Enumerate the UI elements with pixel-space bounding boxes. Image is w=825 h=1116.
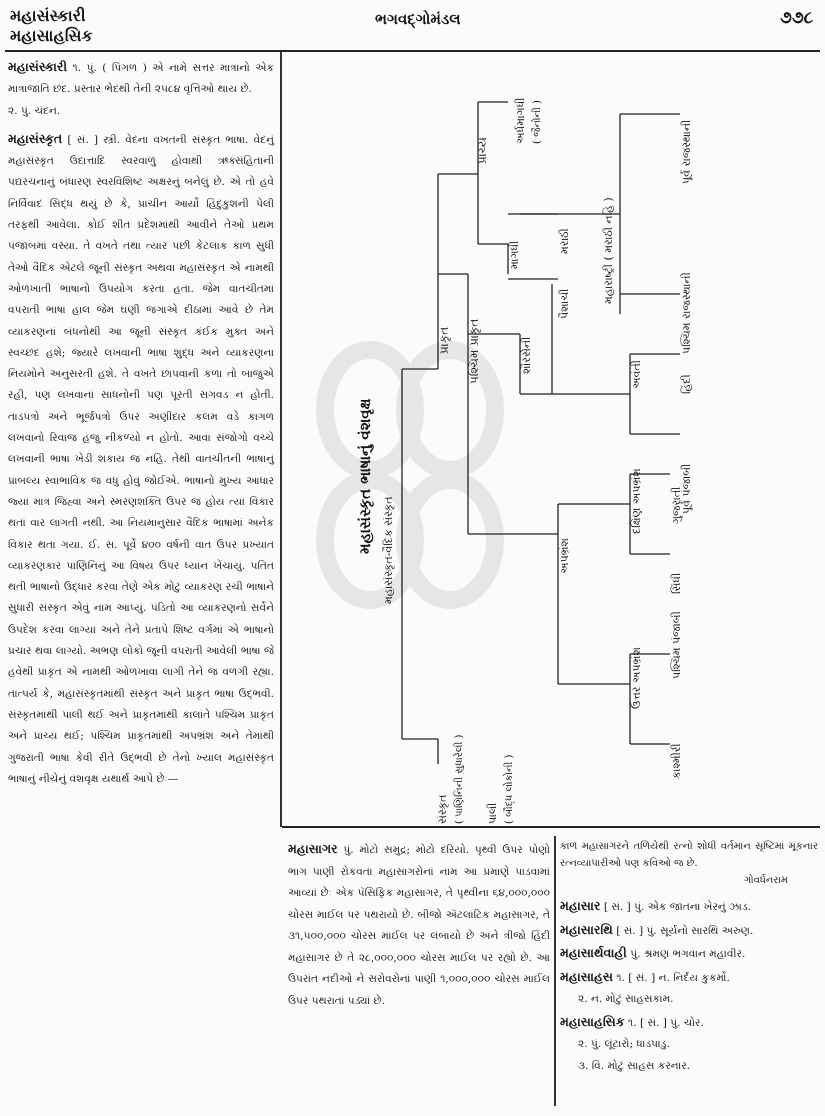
definition-sense: ૨. ન. મોટું સાહસકામ.	[578, 993, 674, 1005]
tree-bottom-rule	[282, 826, 820, 828]
node-paishachi: પૈશાચી	[558, 288, 571, 319]
headword: મહાસંસ્કૃત	[8, 130, 63, 146]
node-apabhramsha: અપભ્રંશ	[558, 537, 571, 574]
header-rule	[5, 50, 820, 52]
node-dakshin-apabhramsha: દક્ષિણ અપભ્રંશ	[630, 468, 643, 534]
headword: મહાસાગર	[288, 841, 338, 856]
definition-text: [ સં. ] પું. સૂર્યનો સારથિ અરુણ.	[616, 924, 754, 937]
dictionary-entry	[560, 919, 818, 943]
guide-words	[10, 6, 93, 46]
node-shauraseni: શૌરસેની	[520, 336, 533, 374]
headword: મહાસાર્થવાહી	[560, 945, 627, 960]
definition-sense: ૨. પું. ચંદન.	[8, 104, 61, 117]
quote-block	[560, 838, 818, 889]
node-pali: પાલી	[486, 802, 499, 824]
definition-text: ૧. [ સં. ] પું. ચોર.	[628, 1016, 704, 1029]
node-avanti: અવંતી	[630, 360, 643, 389]
guide-word-first: મહાસંસ્કારી	[10, 6, 86, 25]
headword: મહાસાર	[560, 898, 601, 913]
node-purva-panjabi: પૂર્વ પંજાબી	[680, 463, 693, 514]
definition-text: પું. મોટો સમુદ્ર; મોટો દરિયો. પૃથ્વી ઉપર પોણો ભાગ પાણી રોકવતા મહાસાગરોનાં નામ આ પ્રમાણે પાડવામાં આવ્યાં છેઃ એક પૅસિફિક મહાસાગર, તે પૃથ્વીના ૬૪,૦૦૦,૦૦૦ ચોરસ માઈલ પર પથરાયો છે. બીજો ઍટલાંટિક મહાસાગર, તે ૩૧,૫૦૦,૦૦૦ ચોરસ માઈલ પર લંબાયો છે અને ત્રીજો હિંદી મહાસાગર છે તે ૨૮,૦૦૦,૦૦૦ ચોરસ માઈલ પર રહ્યો છે. આ ઉપરાંત નદીઓ ને સરોવરોનાં પાણી ૧,૦૦૦,૦૦૦ ચોરસ માઈલ ઉપર પથરાતાં પડ્યાં છે.	[288, 844, 550, 1007]
dictionary-entry	[560, 942, 818, 966]
node-pashchim-rajasthani: પશ્ચિમ રાજસ્થાની	[680, 272, 693, 354]
node-kashmiri: કાશ્મીરી	[670, 743, 683, 779]
column-rule-bottom	[554, 836, 556, 1106]
definition-sense: ૨. પું. લૂંટારો; ધાડપાડુ.	[578, 1038, 670, 1050]
headword: મહાસાહસ	[560, 968, 613, 984]
node-pashchim-prakrit: પશ્ચિમ પ્રાકૃત	[467, 318, 481, 384]
quote-author: ગોવર્ધનરામ	[743, 875, 788, 886]
left-column	[8, 56, 274, 796]
node-sindhi: સિંધી	[670, 572, 683, 594]
node-ardhamagadhi: અર્ધમાગધી	[514, 97, 527, 144]
headword: મહાસંસ્કારી	[8, 59, 68, 74]
headword: મહાસારથિ	[560, 921, 613, 937]
node-pali-note: ( બૌદ્ધ લોકોની )	[504, 754, 515, 824]
node-prakrit: પ્રાકૃત	[437, 326, 451, 354]
node-ardhamagadhi-note: ( જૈનોની )	[532, 100, 543, 144]
language-family-tree	[290, 54, 820, 824]
definition-text: પું. શ્રમણ ભગવાન મહાવીર.	[630, 948, 746, 960]
node-prachya: પ્રાચ્ય	[475, 137, 489, 164]
dictionary-entry	[560, 1011, 818, 1078]
definition-text: ૧. [ સં. ] ન. નિર્દય કુકર્મો.	[616, 971, 730, 984]
node-sanskrit: સંસ્કૃત	[436, 794, 449, 824]
headword: મહાસાહસિક	[560, 1013, 625, 1029]
dictionary-entry	[8, 56, 274, 122]
tree-diagram	[290, 54, 820, 824]
node-pashchim-panjabi: પશ્ચિમ પંજાબી	[670, 611, 683, 679]
node-maharashtri: મહારાષ્ટ્રી ( મરાઠી નહિ )	[602, 197, 615, 304]
definition-sense: ૩. વિ. મોટું સાહસ કરનાર.	[578, 1059, 691, 1072]
tree-title: મહાસંસ્કૃત ભાષાનું વંશવૃક્ષ	[356, 398, 374, 554]
node-purva-rajasthani: પૂર્વ રાજસ્થાની	[680, 119, 693, 184]
node-hindi: હિંદી	[680, 374, 693, 394]
dictionary-entry	[560, 895, 818, 919]
guide-word-last: મહાસાહસિક	[10, 26, 93, 45]
node-marathi: મરાઠી	[558, 228, 571, 254]
entry-mahasagar	[288, 838, 550, 1012]
dictionary-entry	[8, 128, 274, 790]
tree-root: મહાસંસ્કૃત-વૈદિક સંસ્કૃત	[382, 496, 395, 604]
node-sanskrit-note: ( પાણિનિની સુધારેલી )	[454, 734, 465, 824]
node-gujarati: ગુજરાતી	[670, 486, 683, 524]
node-uttar-apabhramsha: ઉત્તર અપભ્રંશ	[630, 647, 643, 709]
right-column	[560, 838, 818, 1077]
definition-text: ૧. પું. ( પિંગળ ) એ નામે સત્તર માત્રાનો એક માત્રાજાતિ છંદ. પ્રસ્તાર ભેદથી તેની ૨૫૮૪ વૃત્તિઓ થાય છે.	[8, 62, 274, 96]
definition-text: [ સં. ] પું. એક જાતના ખેરનું ઝાડ.	[603, 901, 752, 913]
definition-text: [ સં. ] સ્ત્રી. વેદના વખતની સંસ્કૃત ભાષા. વેદનું મહાસંસ્કૃત ઉદાત્તાદિ સ્વરવાળું હોવાથી ઋક્સંહિતાની પદ્યરચનાનું બંધારણ સ્વરવિશિષ્ટ અક્ષરનું બનેલું છે. એ તો હવે નિર્વિવાદ સિદ્ધ થયું છે કે, પ્રાચીન આર્યો હિંદુકુશની પેલી તરફથી આવેલા. કોઈ શીત પ્રદેશમાંથી આવીને તેઓ પ્રથમ પંજાબમાં વસ્યા. તે વખતે તથા ત્યાર પછી કેટલાક કાળ સુધી તેઓ વૈદિક એટલે જૂની સંસ્કૃત અથવા મહાસંસ્કૃત એ નામથી ઓળખાતી ભાષાનો ઉપયોગ કરતા હતા. જેમ વાતચીતમાં વપરાતી ભાષા હાલ જેમ ઘણી જગાએ દીઠામાં આવે છે તેમ વ્યાકરણનાં બંધનોથી આ જૂની સંસ્કૃત કંઈક મુક્ત અને સ્વચ્છંદ હશે; જ્યારે લખવાની ભાષા શુદ્ધ અને વ્યાકરણના નિયમોને અનુસરતી હશે. તે વખતે છાપવાની કળા તો બાજુએ રહી, પણ લખવાનાં સાધનોની પણ પૂરતી સગવડ ન હોતી. તાડપત્રો અને ભૂર્જપત્રો ઉપર અણીદાર કલમ વડે કાગળ લખવાનો રિવાજ હજુ નીકળ્યો ન હોતો. આવા સંજોગો વચ્ચે લખવાની ભાષા ખેડી શકાય જ નહિ. તેથી વાતચીતની ભાષાનું પ્રાબલ્ય સ્વાભાવિક જ વધુ હોવું જોઈએ. ભાષાનો મુખ્ય આધાર જ્યાં માત્ર જિહ્વા અને સ્મરણશક્તિ ઉપર જ હોય ત્યાં વિકાર થતાં વાર લાગતી નથી. આ નિયમાનુસાર વૈદિક ભાષામાં અનેક વિકાર થતા ગયા. ઈ. સ. પૂર્વે ૪૦૦ વર્ષની વાત ઉપર પ્રખ્યાત વ્યાકરણકાર પાણિનિનું આ વિષય ઉપર ધ્યાન ખેંચાયું. પતિત થતી ભાષાનો ઉદ્ધાર કરવા તેણે એક મોટું વ્યાકરણ રચી ભાષાને સુધારી સંસ્કૃત એવું નામ આપ્યું. પંડિતો આ વ્યાકરણનો સર્વેને ઉપદેશ કરવા લાગ્યા અને તેને પ્રતાપે શિષ્ટ વર્ગમાં એ ભાષાનો પ્રચાર થવા લાગ્યો. અભણ લોકો જૂની વપરાતી આવેલી ભાષા જે હવેથી પ્રાકૃત એ નામથી ઓળખાવા લાગી તેને જ વળગી રહ્યા. તાત્પર્ય કે, મહાસંસ્કૃતમાંથી સંસ્કૃત અને પ્રાકૃત ભાષા ઉદ્ભવી. સંસ્કૃતમાંથી પાલી થઈ અને પ્રાકૃતમાંથી કાલાંતે પશ્ચિમ પ્રાકૃત અને પ્રાચ્ય થઈ; પશ્ચિમ પ્રાકૃતમાંથી અપભ્રંશ અને તેમાંથી ગુજરાતી ભાષા કેવી રીતે ઉદ્ભવી છે તેનો ખ્યાલ મહાસંસ્કૃત ભાષાનું નીચેનું વંશવૃક્ષ યથાર્થ આપે છેઃ—	[8, 133, 274, 785]
quote-text: કાળ મહાસાગરને તળિયેથી રત્નો શોધી વર્તમાન સૃષ્ટિમાં મૂકનાર રત્નવ્યાપારીઓ પણ કવિઓ જ છે.	[560, 841, 818, 869]
node-magadhi: માગધી	[508, 240, 521, 269]
running-title: ભગવદ્ગોમંડલ	[375, 10, 461, 28]
page-number: ૭૭૮	[780, 8, 813, 28]
dictionary-entry	[560, 966, 818, 1011]
column-rule-left	[280, 52, 282, 827]
